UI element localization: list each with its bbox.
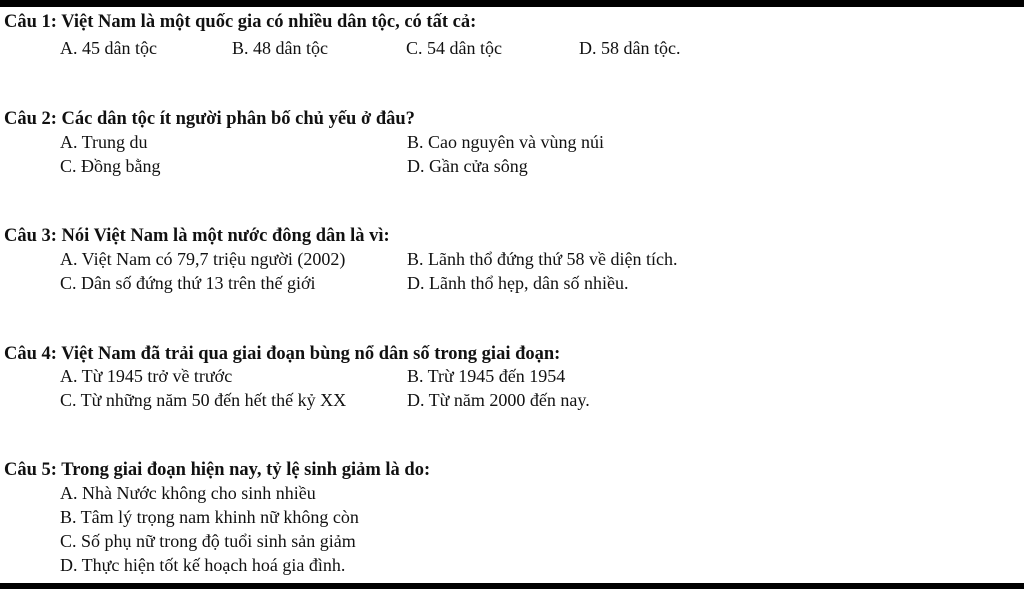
question-5-option-c[interactable]: C. Số phụ nữ trong độ tuổi sinh sản giảm (60, 531, 356, 551)
question-4-option-d[interactable]: D. Từ năm 2000 đến nay. (407, 390, 590, 410)
question-1-option-d[interactable]: D. 58 dân tộc. (579, 38, 681, 58)
question-4-option-c[interactable]: C. Từ những năm 50 đến hết thế kỷ XX (60, 390, 347, 410)
question-1-option-c[interactable]: C. 54 dân tộc (406, 38, 502, 58)
bottom-border (0, 583, 1024, 589)
question-5-option-a[interactable]: A. Nhà Nước không cho sinh nhiều (60, 483, 316, 503)
question-2-option-b[interactable]: B. Cao nguyên và vùng núi (407, 132, 604, 152)
question-4-option-b[interactable]: B. Trừ 1945 đến 1954 (407, 366, 566, 386)
question-5-title: Câu 5: Trong giai đoạn hiện nay, tỷ lệ sinh giảm là do: (4, 460, 431, 480)
question-5-option-b[interactable]: B. Tâm lý trọng nam khinh nữ không còn (60, 507, 359, 527)
question-4-title: Câu 4: Việt Nam đã trải qua giai đoạn bùng nổ dân số trong giai đoạn: (4, 344, 561, 364)
question-1-title: Câu 1: Việt Nam là một quốc gia có nhiều dân tộc, có tất cả: (4, 12, 477, 32)
top-border (0, 0, 1024, 7)
question-3-option-d[interactable]: D. Lãnh thổ hẹp, dân số nhiều. (407, 273, 629, 293)
question-2-title: Câu 2: Các dân tộc ít người phân bố chủ yếu ở đâu? (4, 109, 415, 129)
question-2-option-a[interactable]: A. Trung du (60, 132, 148, 152)
question-4-option-a[interactable]: A. Từ 1945 trở về trước (60, 366, 233, 386)
question-3-option-b[interactable]: B. Lãnh thổ đứng thứ 58 về diện tích. (407, 249, 678, 269)
question-1-option-a[interactable]: A. 45 dân tộc (60, 38, 157, 58)
question-5-option-d[interactable]: D. Thực hiện tốt kế hoạch hoá gia đình. (60, 555, 346, 575)
question-3-option-c[interactable]: C. Dân số đứng thứ 13 trên thế giới (60, 273, 316, 293)
question-2-option-c[interactable]: C. Đồng bằng (60, 156, 161, 176)
question-3-title: Câu 3: Nói Việt Nam là một nước đông dân là vì: (4, 226, 390, 246)
question-3-option-a[interactable]: A. Việt Nam có 79,7 triệu người (2002) (60, 249, 346, 269)
question-1-option-b[interactable]: B. 48 dân tộc (232, 38, 328, 58)
question-2-option-d[interactable]: D. Gần cửa sông (407, 156, 528, 176)
